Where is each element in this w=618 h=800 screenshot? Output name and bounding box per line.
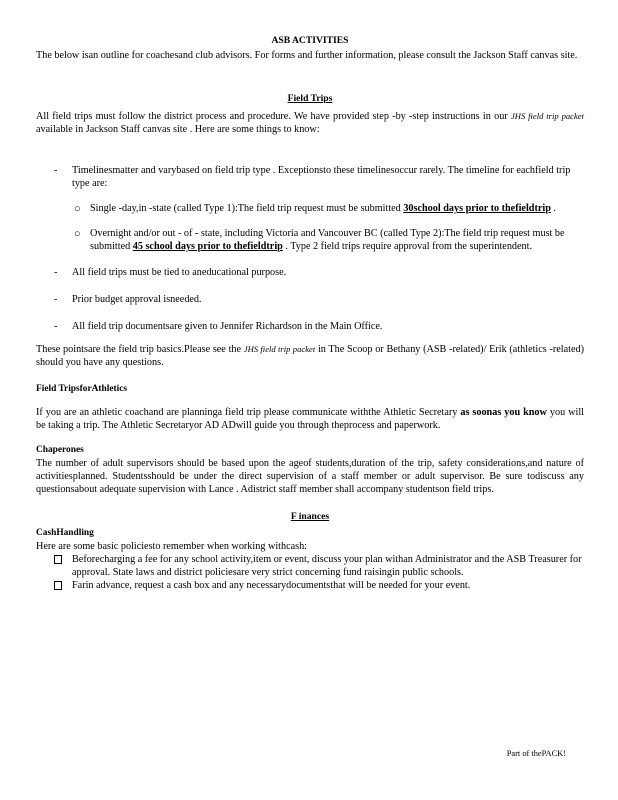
field-trip-more-rules xyxy=(36,266,584,333)
finances-heading-text: F inances xyxy=(290,511,330,522)
field-trip-basics-paragraph: These pointsare the field trip basics.Please see the JHS field trip packet in The Scoop or Bethany (ASB -related)/ Erik (athletics -related) should you have any questions. xyxy=(36,344,584,368)
list-item: - Prior budget approval isneeded. xyxy=(54,294,202,305)
list-item: Farin advance, request a cash box and any necessarydocumentsthat will be needed for your event. xyxy=(36,579,584,592)
field-trips-text-2: available in Jackson Staff canvas site . Here are some things to know: xyxy=(36,124,320,135)
cash-handling-heading: CashHandling xyxy=(36,528,94,538)
chaperones-paragraph: The number of adult supervisors should be based upon the ageof students,duration of the trip, safety considerations,and nature of activitiesplanned. Studentsshould be under the direct supervision of a staff member or adult supervisor. Be sure todiscuss any questionsabout adequate supervision with Lance . Adistrict staff member shall accompany studentson field trips. xyxy=(36,458,584,495)
jhs-packet-reference: JHS field trip packet xyxy=(243,344,316,354)
list-item: - All field trips must be tied to aneducational purpose. xyxy=(54,267,287,278)
finances-heading xyxy=(36,510,584,523)
field-trips-paragraph xyxy=(36,110,584,136)
field-trips-heading xyxy=(36,92,584,105)
field-trips-heading-text: Field Trips xyxy=(287,93,333,104)
checkbox-bullet-icon xyxy=(54,555,62,564)
athletics-paragraph: If you are an athletic coachand are planninga field trip please communicate withthe Athletic Secretary as soonas you know you will be taking a trip. The Athletic Secretaryor AD ADwill guide you through theprocess and paperwork. xyxy=(36,407,584,431)
athletics-heading: Field TripsforAthletics xyxy=(36,384,128,394)
checkbox-bullet-icon xyxy=(54,581,62,590)
footer-text: Part of thePACK! xyxy=(506,749,566,758)
circle-bullet-icon: ○ xyxy=(74,228,81,240)
trip-type-list xyxy=(36,202,584,253)
cash-handling-list xyxy=(36,553,584,592)
list-item-type-1: ○ Single -day,in -state (called Type 1):The field trip request must be submitted 30school days prior to thefieldtrip . xyxy=(74,203,556,215)
circle-bullet-icon: ○ xyxy=(74,203,81,215)
list-item: Beforecharging a fee for any school activity,item or event, discuss your plan withan Administrator and the ASB Treasurer for approval. State laws and district policiesare very strict concerning fund raisingin public schools. xyxy=(36,553,584,579)
field-trip-rules-list xyxy=(36,164,584,190)
jhs-packet-reference: JHS field trip packet xyxy=(510,111,584,121)
list-item-type-2: ○ Overnight and/or out - of - state, including Victoria and Vancouver BC (called Type 2):The field trip request must be submitted 45 school days prior to thefieldtrip . Type 2 field trips require approval from the superintendent. xyxy=(74,228,565,252)
intro-paragraph: The below isan outline for coachesand club advisors. For forms and further information, please consult the Jackson Staff canvas site. xyxy=(36,50,578,61)
field-trips-text-1: All field trips must follow the district process and procedure. We have provided step -by -step instructions in our xyxy=(36,111,511,122)
cash-handling-intro: Here are some basic policiesto remember when working withcash: xyxy=(36,541,308,552)
document-page xyxy=(36,34,584,592)
list-item: - Timelinesmatter and varybased on field trip type . Exceptionsto these timelinesoccur rarely. The timeline for eachfield trip type are: xyxy=(54,165,571,189)
list-item: - All field trip documentsare given to Jennifer Richardson in the Main Office. xyxy=(54,321,383,332)
document-title: ASB ACTIVITIES xyxy=(271,35,349,46)
chaperones-heading: Chaperones xyxy=(36,445,84,455)
